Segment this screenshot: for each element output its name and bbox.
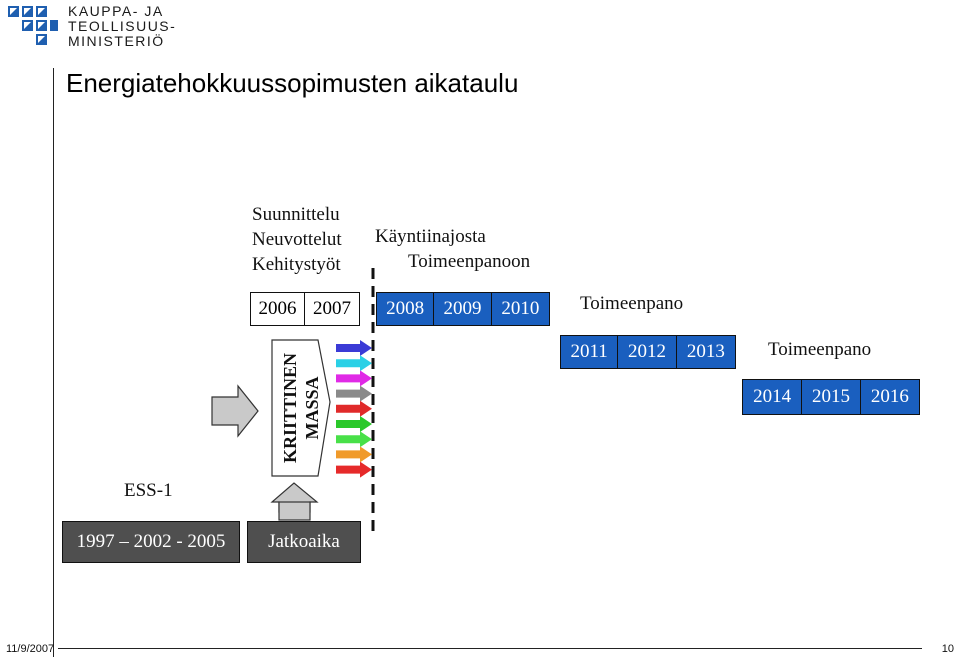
phase2-line2: Toimeenpanoon <box>408 251 531 272</box>
small-arrow-icon <box>336 401 372 417</box>
logo-line-3: MINISTERIÖ <box>68 33 165 49</box>
year-cell: 2012 <box>618 336 676 368</box>
footer-date: 11/9/2007 <box>6 643 55 655</box>
massa-label: MASSA <box>302 376 322 440</box>
years-2011-2013-box <box>560 335 736 369</box>
years-2006-2007-box <box>250 292 360 326</box>
up-arrow-stem <box>279 502 310 520</box>
phase1-line2: Neuvottelut <box>252 229 342 250</box>
year-cell: 2006 <box>251 293 305 325</box>
small-arrow-icon <box>336 431 372 447</box>
phase2-line1: Käyntiinajosta <box>375 226 486 247</box>
small-arrow-icon <box>336 462 372 478</box>
small-arrow-icon <box>336 355 372 371</box>
timeline-1997-2005-label: 1997 – 2002 - 2005 <box>63 522 239 562</box>
years-2008-2010-box <box>376 292 550 326</box>
logo-line-2: TEOLLISUUS- <box>68 18 177 34</box>
small-arrow-icon <box>336 416 372 432</box>
phase1-line1: Suunnittelu <box>252 204 340 225</box>
years-2014-2016-box <box>742 379 920 415</box>
year-cell: 2014 <box>743 380 802 414</box>
jatkoaika-box <box>247 521 361 563</box>
year-cell: 2010 <box>492 293 549 325</box>
small-arrow-icon <box>336 386 372 402</box>
ess-1-label: ESS-1 <box>124 480 173 501</box>
toimeenpano-label-1: Toimeenpano <box>580 293 684 314</box>
year-cell: 2015 <box>802 380 860 414</box>
year-cell: 2011 <box>561 336 618 368</box>
year-cell: 2009 <box>434 293 491 325</box>
footer-page-number: 10 <box>941 643 954 655</box>
jatkoaika-label: Jatkoaika <box>248 522 360 562</box>
small-arrow-icon <box>336 370 372 386</box>
year-cell: 2016 <box>861 380 919 414</box>
phase1-line3: Kehitystyöt <box>252 254 341 275</box>
toimeenpano-label-2: Toimeenpano <box>768 339 872 360</box>
timeline-1997-2005-box <box>62 521 240 563</box>
small-colored-arrows <box>336 340 372 478</box>
big-right-arrow-icon <box>212 386 258 436</box>
small-arrow-icon <box>336 340 372 356</box>
page-title: Energiatehokkuussopimusten aikataulu <box>66 68 519 98</box>
year-cell: 2008 <box>377 293 434 325</box>
kriittinen-massa-label <box>279 353 323 463</box>
kriittinen-label: KRIITTINEN <box>280 352 300 464</box>
small-arrow-icon <box>336 446 372 462</box>
year-cell: 2013 <box>677 336 735 368</box>
year-cell: 2007 <box>305 293 359 325</box>
logo-line-1: KAUPPA- JA <box>68 3 164 19</box>
footer-divider <box>58 648 922 649</box>
